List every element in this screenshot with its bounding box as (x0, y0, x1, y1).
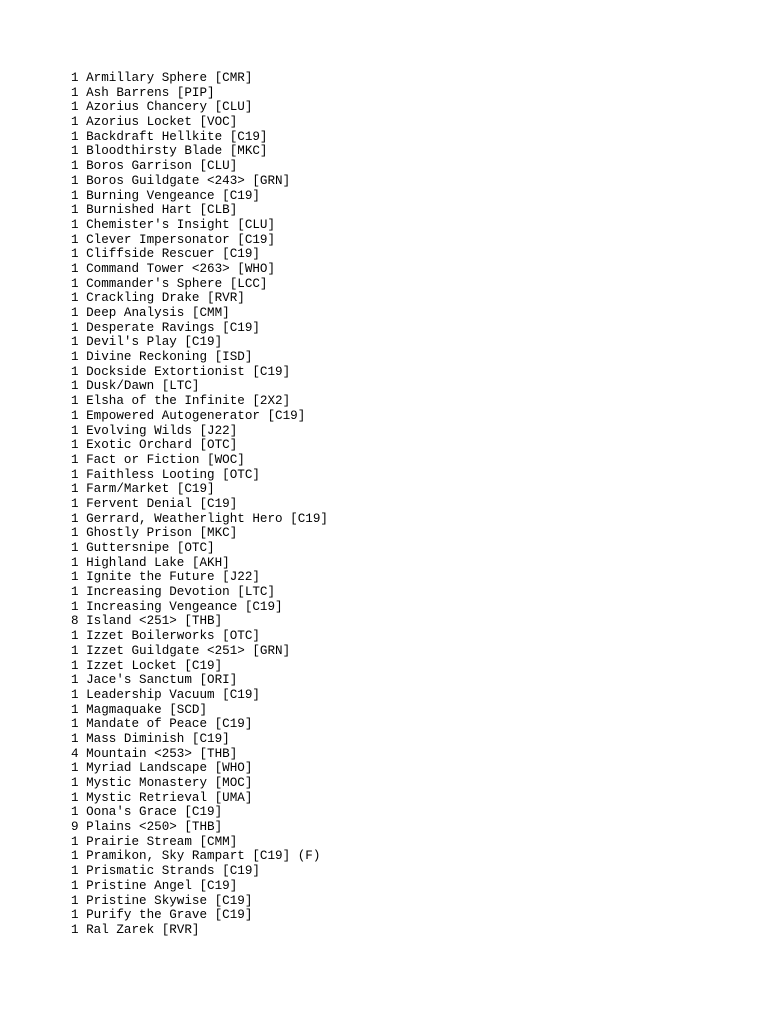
card-line: 1 Myriad Landscape [WHO] (71, 761, 253, 776)
card-line: 1 Boros Garrison [CLU] (71, 159, 238, 174)
card-line: 1 Mystic Monastery [MOC] (71, 776, 253, 790)
card-line: 1 Oona's Grace [C19] (71, 805, 223, 820)
card-line: 1 Azorius Locket [VOC] (71, 115, 238, 130)
card-line: 1 Mandate of Peace [C19] (71, 717, 253, 732)
card-line: 1 Mass Diminish [C19] (71, 731, 230, 746)
card-line: 1 Desperate Ravings [C19] (71, 320, 260, 335)
card-line: 4 Mountain <253> [THB] (71, 746, 238, 761)
card-line: 1 Cliffside Rescuer [C19] (71, 247, 260, 262)
card-line: 1 Ash Barrens [PIP] (71, 85, 215, 100)
card-line: 1 Izzet Boilerworks [OTC] (71, 629, 260, 644)
card-line: 1 Dusk/Dawn [LTC] (71, 379, 200, 394)
card-line: 1 Pramikon, Sky Rampart [C19] (F) (71, 849, 321, 864)
card-list (71, 71, 751, 938)
card-line: 1 Pristine Angel [C19] (71, 878, 238, 893)
card-line: 1 Ghostly Prison [MKC] (71, 526, 238, 541)
card-line: 1 Ignite the Future [J22] (71, 570, 260, 585)
card-line: 1 Highland Lake [AKH] (71, 555, 230, 570)
card-line: 1 Mystic Retrieval [UMA] (71, 790, 253, 805)
card-line: 1 Guttersnipe [OTC] (71, 541, 215, 555)
card-line: 1 Prismatic Strands [C19] (71, 864, 260, 879)
card-line: 1 Leadership Vacuum [C19] (71, 687, 260, 702)
card-line: 1 Chemister's Insight [CLU] (71, 217, 276, 232)
card-line: 1 Burning Vengeance [C19] (71, 188, 260, 203)
card-line: 1 Increasing Devotion [LTC] (71, 585, 276, 600)
card-line: 1 Faithless Looting [OTC] (71, 467, 260, 482)
card-line: 1 Fact or Fiction [WOC] (71, 452, 245, 467)
card-line: 1 Increasing Vengeance [C19] (71, 599, 283, 614)
card-line: 1 Devil's Play [C19] (71, 335, 223, 350)
card-line: 1 Azorius Chancery [CLU] (71, 100, 253, 115)
card-line: 1 Dockside Extortionist [C19] (71, 364, 291, 379)
card-line: 1 Izzet Guildgate <251> [GRN] (71, 643, 291, 658)
card-line: 1 Bloodthirsty Blade [MKC] (71, 144, 268, 159)
card-line: 1 Deep Analysis [CMM] (71, 306, 230, 320)
card-line: 1 Izzet Locket [C19] (71, 658, 223, 673)
card-line: 1 Gerrard, Weatherlight Hero [C19] (71, 511, 328, 526)
card-line: 1 Farm/Market [C19] (71, 482, 215, 497)
card-line: 1 Divine Reckoning [ISD] (71, 350, 253, 365)
card-line: 9 Plains <250> [THB] (71, 820, 223, 835)
card-line: 8 Island <251> [THB] (71, 614, 223, 629)
card-line: 1 Elsha of the Infinite [2X2] (71, 394, 291, 409)
card-line: 1 Crackling Drake [RVR] (71, 291, 245, 306)
card-line: 1 Fervent Denial [C19] (71, 496, 238, 511)
card-line: 1 Armillary Sphere [CMR] (71, 71, 253, 85)
document-page (71, 71, 751, 938)
card-line: 1 Jace's Sanctum [ORI] (71, 673, 238, 688)
card-line: 1 Exotic Orchard [OTC] (71, 438, 238, 453)
card-line: 1 Evolving Wilds [J22] (71, 423, 238, 438)
card-line: 1 Boros Guildgate <243> [GRN] (71, 173, 291, 188)
card-line: 1 Pristine Skywise [C19] (71, 893, 253, 908)
card-line: 1 Clever Impersonator [C19] (71, 232, 276, 247)
card-line: 1 Burnished Hart [CLB] (71, 203, 238, 218)
card-line: 1 Backdraft Hellkite [C19] (71, 129, 268, 144)
card-line: 1 Magmaquake [SCD] (71, 702, 208, 717)
card-line: 1 Commander's Sphere [LCC] (71, 276, 268, 291)
card-line: 1 Prairie Stream [CMM] (71, 834, 238, 849)
card-line: 1 Purify the Grave [C19] (71, 908, 253, 923)
card-line: 1 Ral Zarek [RVR] (71, 922, 200, 937)
card-line: 1 Command Tower <263> [WHO] (71, 261, 276, 276)
card-line: 1 Empowered Autogenerator [C19] (71, 408, 306, 423)
